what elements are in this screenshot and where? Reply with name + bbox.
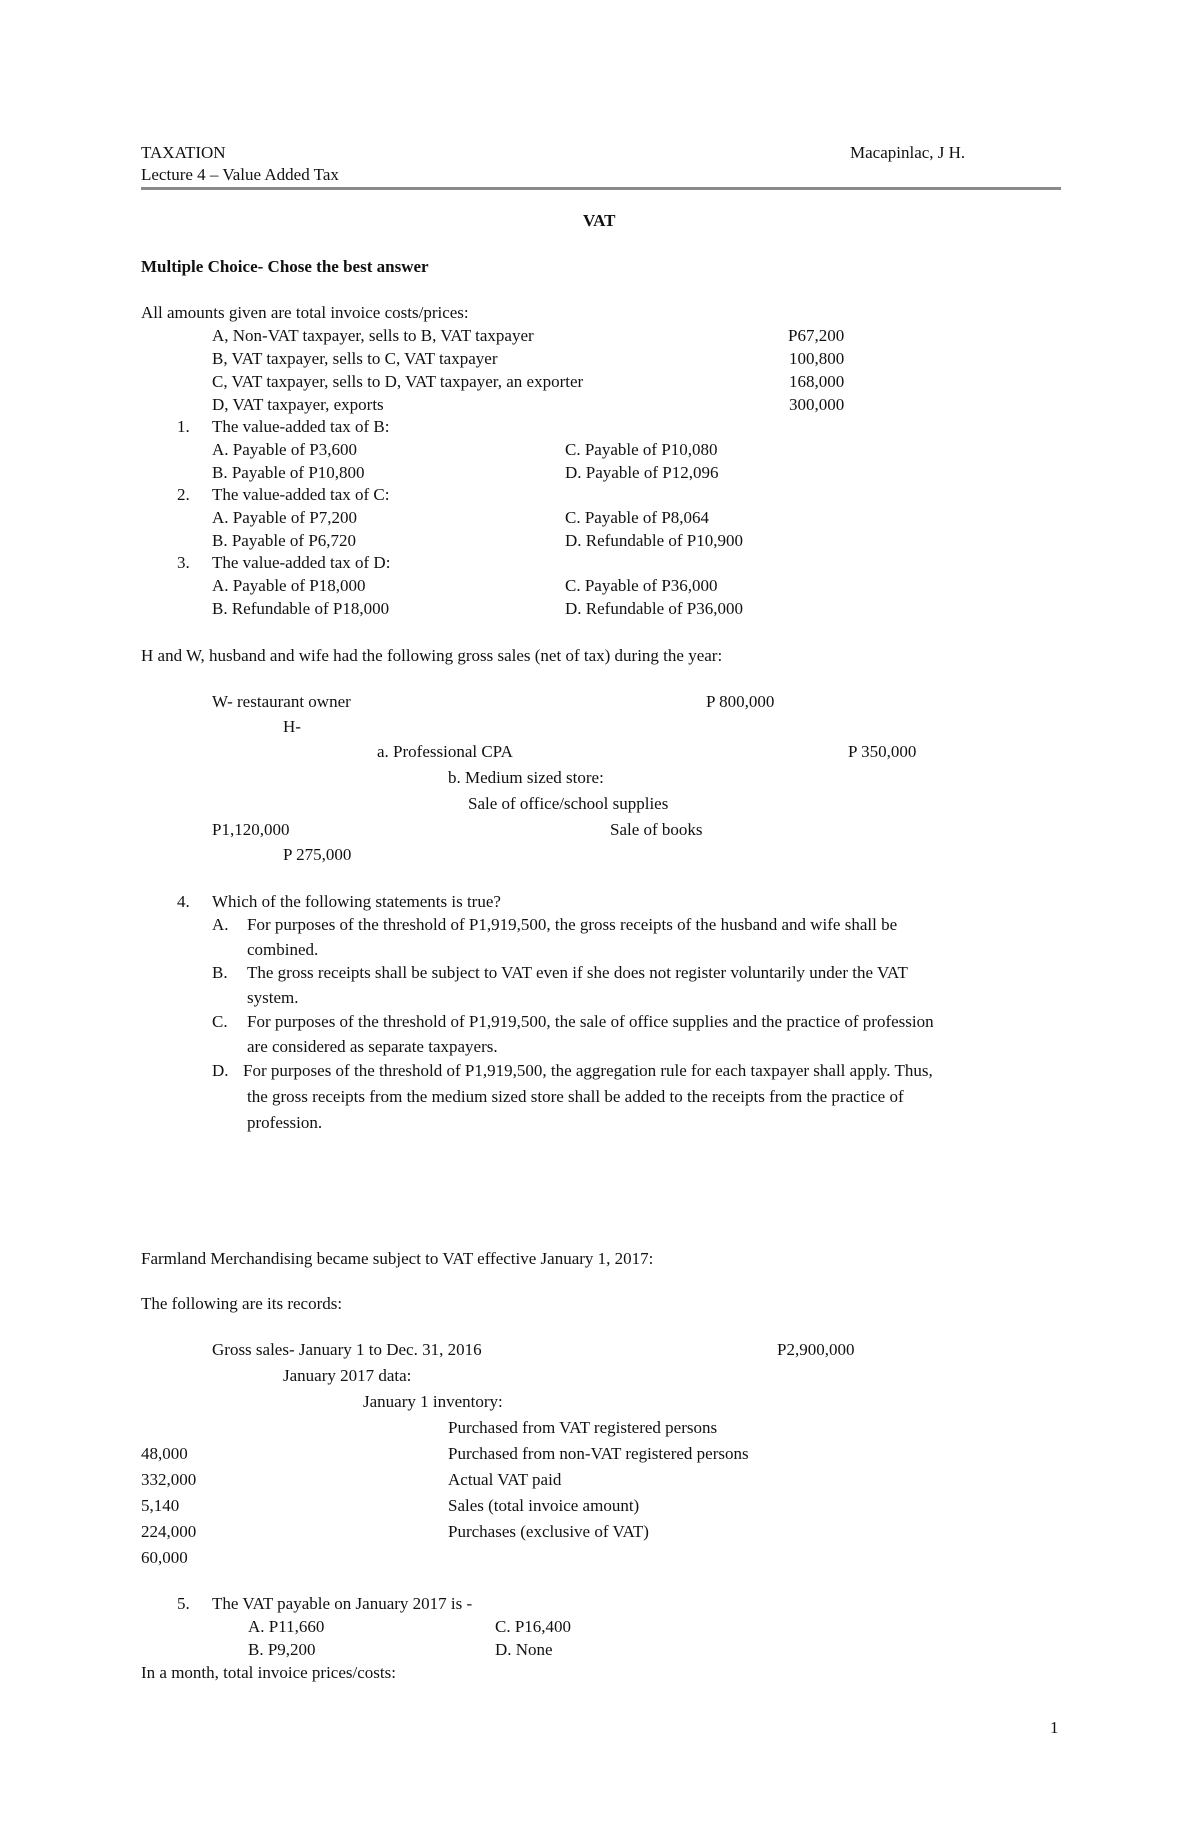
record-label: Purchased from non-VAT registered persons	[448, 1444, 749, 1463]
question-number: 4.	[177, 892, 190, 911]
transaction-amount: 300,000	[789, 395, 845, 414]
option-a: A. P11,660	[248, 1617, 325, 1636]
option-c-cont: are considered as separate taxpayers.	[247, 1037, 498, 1056]
transaction-amount: P67,200	[788, 326, 845, 345]
record-amount: 332,000	[141, 1470, 197, 1489]
option-b: B. P9,200	[248, 1640, 316, 1659]
transaction-desc: C, VAT taxpayer, sells to D, VAT taxpayer, an exporter	[212, 372, 584, 391]
closing-text: In a month, total invoice prices/costs:	[141, 1663, 396, 1682]
question-number: 5.	[177, 1594, 190, 1613]
question-number: 2.	[177, 485, 190, 504]
option-d: D. None	[495, 1640, 553, 1659]
records-label: The following are its records:	[141, 1294, 343, 1313]
books-amount: P 275,000	[283, 845, 352, 864]
header-rule	[141, 187, 1061, 190]
question-text: The value-added tax of B:	[212, 417, 390, 436]
record-label: Purchases (exclusive of VAT)	[448, 1522, 649, 1541]
option-b: B. Payable of P10,800	[212, 463, 365, 482]
transaction-desc: D, VAT taxpayer, exports	[212, 395, 384, 414]
cpa-label: a. Professional CPA	[377, 742, 513, 761]
transaction-amount: 168,000	[789, 372, 845, 391]
h-label: H-	[283, 717, 301, 736]
store-label: b. Medium sized store:	[448, 768, 604, 787]
section3-intro: Farmland Merchandising became subject to VAT effective January 1, 2017:	[141, 1249, 654, 1268]
option-c: C. Payable of P10,080	[565, 440, 718, 459]
option-a: For purposes of the threshold of P1,919,500, the gross receipts of the husband and wife shall be	[247, 915, 898, 934]
option-c: C. P16,400	[495, 1617, 572, 1636]
option-letter: A.	[212, 915, 229, 934]
cpa-amount: P 350,000	[848, 742, 917, 761]
w-label: W- restaurant owner	[212, 692, 351, 711]
question-text: The VAT payable on January 2017 is -	[212, 1594, 473, 1613]
books-label: Sale of books	[610, 820, 703, 839]
option-letter: B.	[212, 963, 228, 982]
option-d: D. Payable of P12,096	[565, 463, 719, 482]
page-number: 1	[1050, 1718, 1059, 1737]
transaction-amount: 100,800	[789, 349, 845, 368]
instructions: Multiple Choice- Chose the best answer	[141, 257, 429, 276]
question-number: 1.	[177, 417, 190, 436]
option-d: For purposes of the threshold of P1,919,500, the aggregation rule for each taxpayer shall apply. Thus,	[243, 1061, 933, 1080]
w-amount: P 800,000	[706, 692, 775, 711]
option-d-cont: the gross receipts from the medium sized store shall be added to the receipts from the practice of	[247, 1087, 904, 1106]
option-c: C. Payable of P36,000	[565, 576, 718, 595]
option-a-cont: combined.	[247, 940, 319, 959]
option-d: D. Refundable of P36,000	[565, 599, 744, 618]
transaction-desc: A, Non-VAT taxpayer, sells to B, VAT taxpayer	[212, 326, 534, 345]
record-amount: 224,000	[141, 1522, 197, 1541]
question-number: 3.	[177, 553, 190, 572]
jan-data-label: January 2017 data:	[283, 1366, 412, 1385]
gross-sales-amount: P2,900,000	[777, 1340, 855, 1359]
course-title: TAXATION	[141, 143, 226, 162]
record-amount: 5,140	[141, 1496, 180, 1515]
jan-inventory-label: January 1 inventory:	[363, 1392, 503, 1411]
option-a: A. Payable of P7,200	[212, 508, 357, 527]
transaction-desc: B, VAT taxpayer, sells to C, VAT taxpayer	[212, 349, 498, 368]
option-c: C. Payable of P8,064	[565, 508, 710, 527]
section2-intro: H and W, husband and wife had the following gross sales (net of tax) during the year:	[141, 646, 723, 665]
record-amount: 48,000	[141, 1444, 188, 1463]
question-text: The value-added tax of D:	[212, 553, 391, 572]
option-b: The gross receipts shall be subject to VAT even if she does not register voluntarily under the VAT	[247, 963, 908, 982]
section1-intro: All amounts given are total invoice costs/prices:	[141, 303, 469, 322]
option-b: B. Payable of P6,720	[212, 531, 357, 550]
record-label: Actual VAT paid	[448, 1470, 562, 1489]
option-b-cont: system.	[247, 988, 299, 1007]
document-title: VAT	[583, 211, 616, 230]
option-letter: D.	[212, 1061, 229, 1080]
author-name: Macapinlac, J H.	[850, 143, 966, 162]
record-label: Sales (total invoice amount)	[448, 1496, 640, 1515]
option-c: For purposes of the threshold of P1,919,500, the sale of office supplies and the practice of profession	[247, 1012, 934, 1031]
supplies-label: Sale of office/school supplies	[468, 794, 669, 813]
record-label: Purchased from VAT registered persons	[448, 1418, 718, 1437]
question-text: Which of the following statements is true?	[212, 892, 501, 911]
option-letter: C.	[212, 1012, 228, 1031]
supplies-amount: P1,120,000	[212, 820, 290, 839]
lecture-title: Lecture 4 – Value Added Tax	[141, 165, 339, 184]
option-d-cont: profession.	[247, 1113, 323, 1132]
option-b: B. Refundable of P18,000	[212, 599, 390, 618]
option-a: A. Payable of P3,600	[212, 440, 357, 459]
option-d: D. Refundable of P10,900	[565, 531, 744, 550]
record-amount: 60,000	[141, 1548, 188, 1567]
question-text: The value-added tax of C:	[212, 485, 390, 504]
option-a: A. Payable of P18,000	[212, 576, 366, 595]
gross-sales-label: Gross sales- January 1 to Dec. 31, 2016	[212, 1340, 482, 1359]
